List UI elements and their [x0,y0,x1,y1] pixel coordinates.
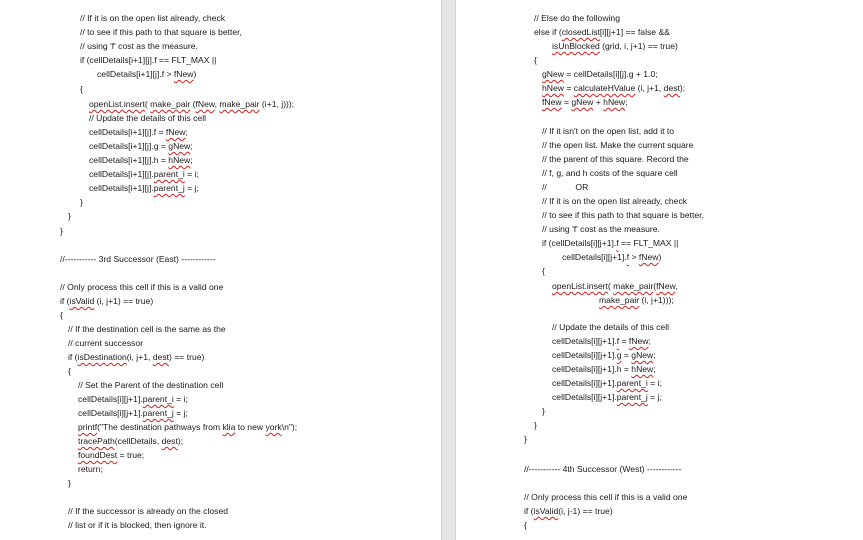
code-line: } [68,478,71,488]
code-text: (i, j+1))); [639,295,674,305]
code-line: // If it is on the open list already, check [542,196,688,206]
code-text: ; [625,97,628,107]
code-line [552,336,651,347]
code-text: (i, j-1) == true) [558,506,613,516]
spellcheck-flagged-word: closedList [561,27,600,37]
code-text: cellDetails[i+1][j].f > [97,69,174,79]
spellcheck-flagged-word: printf [78,422,98,432]
code-line: // Only process this cell if this is a valid one [60,282,224,292]
code-line: // OR [542,182,589,192]
spellcheck-flagged-word: gNew [631,350,654,360]
code-line [542,238,678,249]
spellcheck-flagged-word: f [616,238,619,248]
code-text: (i, j+1) == true) [94,296,154,306]
code-line: { [534,55,537,65]
code-text: = [561,97,572,107]
code-line [89,127,188,138]
code-line [78,436,183,447]
spellcheck-flagged-word: gNew [168,141,191,151]
code-line [78,450,144,461]
code-text: = i; [173,394,188,404]
code-text: cellDetails[i][j+1]. [552,392,617,402]
code-line [552,364,656,375]
code-text: = [563,83,574,93]
code-text: cellDetails[i+1][j].g = [89,141,169,151]
code-line: // Set the Parent of the destination cell [78,380,224,390]
code-line: { [68,366,71,376]
code-line: // If it is on the open list already, check [80,13,226,23]
code-line: // using 'f' cost as the measure. [80,41,198,51]
code-text: ( [144,99,151,109]
code-text: = [621,350,632,360]
spellcheck-flagged-word: tracePath [78,436,115,446]
spellcheck-flagged-word: make_pair [613,281,654,291]
spellcheck-flagged-word: make_pair [219,99,260,109]
spellcheck-flagged-word: isDestination [77,352,127,362]
code-text: = cellDetails[i][j].g + 1.0; [563,69,658,79]
code-text: cellDetails[i][j+1]. [552,336,617,346]
code-line: } [80,197,83,207]
code-line: { [80,84,83,94]
code-text: = i; [184,169,199,179]
code-line [534,27,670,38]
code-text: (cellDetails, [114,436,162,446]
code-text: , [675,281,678,291]
code-line: // to see if this path to that square is better, [542,210,704,220]
code-line: //----------- 4th Successor (West) ------------ [524,464,682,474]
code-text: > [629,252,639,262]
spellcheck-flagged-word: hNew [631,364,654,374]
spellcheck-flagged-word: parent_i [153,169,185,179]
code-line [599,295,674,306]
code-line [562,252,661,263]
code-line: // f, g, and h costs of the square cell [542,168,678,178]
spellcheck-flagged-word: york [265,422,282,432]
code-text: ("The destination pathways from [97,422,223,432]
code-text: \n"); [281,422,298,432]
code-line: //----------- 3rd Successor (East) ------------ [60,254,216,264]
code-text: cellDetails[i][j+1]. [78,394,143,404]
spellcheck-flagged-word: hNew [542,83,564,93]
spellcheck-flagged-word: fNew [195,99,215,109]
spellcheck-flagged-word: f [626,252,630,262]
code-line [80,55,216,66]
code-line [542,83,685,94]
code-line [89,141,193,152]
code-line [89,99,294,110]
code-line: // If the destination cell is the same as the [68,324,226,334]
code-text: ); [177,436,184,446]
code-text: cellDetails[i+1][j].h = [89,155,169,165]
code-text: if (cellDetails[i][j+1]. [542,238,617,248]
code-line [60,296,153,307]
code-line [78,408,188,419]
code-text: if ( [68,352,78,362]
code-line [552,350,656,361]
code-text: + [593,97,604,107]
code-text: ; [653,364,656,374]
code-line: // using 'f' cost as the measure. [542,224,660,234]
spellcheck-flagged-word: fNew [165,127,186,137]
code-text: == FLT_MAX || [618,238,679,248]
spellcheck-flagged-word: parent_j [616,392,648,402]
code-text: else if ( [534,27,562,37]
code-text: cellDetails[i][j+1]. [562,252,627,262]
spellcheck-flagged-word: g [616,350,622,360]
code-text: cellDetails[i+1][j].f = [89,127,166,137]
code-text: , [214,99,220,109]
spellcheck-flagged-word: f [616,336,620,346]
spellcheck-flagged-word: parent_j [153,183,185,193]
code-text: ) == true) [169,352,205,362]
spellcheck-flagged-word: dest [152,352,170,362]
code-line: } [542,406,545,416]
code-line: { [542,266,545,276]
code-text: = j; [173,408,188,418]
spellcheck-flagged-word: parent_i [616,378,648,388]
spellcheck-flagged-word: openList.insert [552,281,608,291]
code-line: } [524,434,527,444]
code-line [89,169,199,180]
spellcheck-flagged-word: fNew [628,336,649,346]
code-line [552,378,662,389]
code-text: cellDetails[i+1][j]. [89,183,154,193]
code-line: return; [78,464,103,474]
code-line [68,352,204,363]
code-line: // to see if this path to that square is better, [80,27,242,37]
code-line [89,155,193,166]
code-line: // If the successor is already on the closed [68,506,229,516]
code-line: } [534,420,537,430]
code-line [78,394,188,405]
code-text: if ( [524,506,534,516]
code-line [552,392,662,403]
code-line: // the open list. Make the current square [542,140,694,150]
spellcheck-flagged-word: fNew [173,69,194,79]
code-text: ( [653,281,657,291]
spellcheck-flagged-word: hNew [168,155,191,165]
code-line [78,422,297,433]
code-text: ; [653,350,656,360]
spellcheck-flagged-word: fNew [542,97,562,107]
code-text: (i+1, j))); [259,99,295,109]
code-line [542,97,628,108]
spellcheck-flagged-word: foundDest [78,450,118,460]
code-text: to new [235,422,266,432]
spellcheck-flagged-word: parent_j [142,408,174,418]
code-text: ) [658,252,662,262]
code-line [89,183,199,194]
code-text: ) [193,69,197,79]
code-text: cellDetails[i][j+1]. [78,408,143,418]
spellcheck-flagged-word: fNew [656,281,676,291]
spellcheck-flagged-word: parent_i [142,394,174,404]
spellcheck-flagged-word: calculateHValue [573,83,636,93]
code-text: = j; [647,392,662,402]
spellcheck-flagged-word: isUnBlocked [552,41,600,51]
code-line [97,69,196,80]
spellcheck-flagged-word: hNew [603,97,626,107]
code-line: // Only process this cell if this is a valid one [524,492,688,502]
code-line: // list or if it is blocked, then ignore it. [68,520,207,530]
spellcheck-flagged-word: dest [161,436,178,446]
code-text: = [619,336,629,346]
code-text: ( [190,99,196,109]
code-text: (i, j+1, [126,352,153,362]
code-line [524,506,613,517]
spellcheck-flagged-word: fNew [638,252,659,262]
document-page-right[interactable] [456,0,863,540]
spellcheck-flagged-word: isValid [533,506,559,516]
code-line: // Update the details of this cell [552,322,670,332]
code-line: { [60,310,63,320]
code-text: (grid, i, j+1) == true) [599,41,678,51]
code-line: // Update the details of this cell [89,113,207,123]
spellcheck-flagged-word: make_pair [150,99,191,109]
code-text: ; [190,155,193,165]
code-line: // Else do the following [534,13,620,23]
spellcheck-flagged-word: klia [222,422,236,432]
code-text: if (cellDetails[i+1][j].f == FLT_MAX || [80,55,217,65]
spellcheck-flagged-word: gNew [542,69,564,79]
code-line: { [524,520,527,530]
code-text: ( [607,281,614,291]
code-line: } [60,226,63,236]
code-text: cellDetails[i][j+1]. [552,378,617,388]
code-text: = i; [647,378,662,388]
spellcheck-flagged-word: dest [663,83,680,93]
code-text: = true; [117,450,145,460]
code-line: // the parent of this square. Record the [542,154,689,164]
code-text: cellDetails[i][j+1].h = [552,364,632,374]
spellcheck-flagged-word: gNew [571,97,594,107]
code-line: } [68,211,71,221]
spellcheck-flagged-word: make_pair [599,295,640,305]
code-text: ); [679,83,686,93]
code-line: // If it isn't on the open list, add it to [542,126,675,136]
code-text: ; [648,336,651,346]
code-text: ; [190,141,193,151]
code-line [542,69,658,80]
code-line [552,41,678,52]
code-text: = j; [184,183,199,193]
code-line [552,281,678,292]
code-text: ; [185,127,188,137]
code-text: if ( [60,296,70,306]
page-gutter [441,0,456,540]
code-text: cellDetails[i][j+1]. [552,350,617,360]
code-line: // current successor [68,338,143,348]
spellcheck-flagged-word: openList.insert [89,99,145,109]
spellcheck-flagged-word: isValid [69,296,95,306]
code-text: (i, j+1, [635,83,664,93]
code-text: [i][j+1] == false && [599,27,670,37]
code-text: cellDetails[i+1][j]. [89,169,154,179]
